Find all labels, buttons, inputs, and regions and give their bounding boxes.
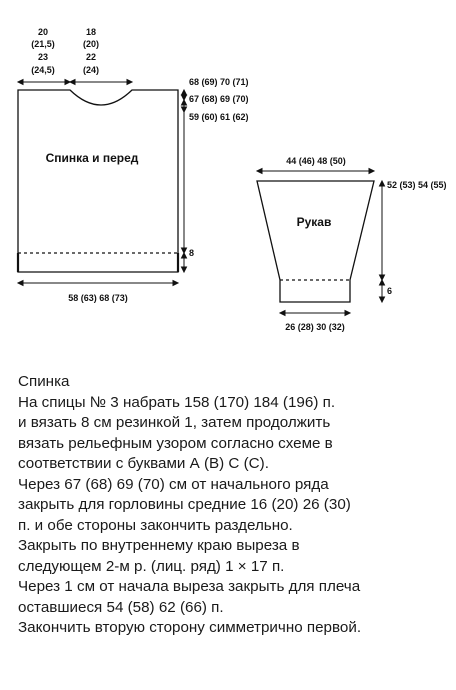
body-rib-height: 8 xyxy=(189,248,195,258)
body-neck-width-3: 22 xyxy=(85,52,97,62)
body-shoulder-width-3: 23 xyxy=(37,52,49,62)
body-bottom-width: 58 (63) 68 (73) xyxy=(68,293,128,303)
sleeve-bottom-width: 26 (28) 30 (32) xyxy=(285,322,345,332)
body-neck-width-1: 18 xyxy=(85,27,97,37)
instructions-line: На спицы № 3 набрать 158 (170) 184 (196) п. xyxy=(18,393,336,411)
instructions-line: и вязать 8 см резинкой 1, затем продолжить xyxy=(18,414,331,431)
body-neck-width-4: (24) xyxy=(82,65,100,75)
sleeve-top-marker xyxy=(257,169,374,174)
body-armhole-height: 59 (60) 61 (62) xyxy=(189,112,249,122)
instructions-line: оставшиеся 54 (58) 62 (66) п. xyxy=(18,598,224,616)
sleeve-piece-label: Рукав xyxy=(296,215,332,229)
instructions-line: следующем 2-м р. (лиц. ряд) 1 × 17 п. xyxy=(18,557,285,575)
body-piece xyxy=(18,90,178,272)
instructions-line: Закрыть по внутреннему краю выреза в xyxy=(18,537,300,554)
instructions-line: вязать рельефным узором согласно схеме в xyxy=(18,434,333,452)
sleeve-right-markers xyxy=(380,181,385,302)
body-outline xyxy=(18,90,178,272)
instructions-line: Через 67 (68) 69 (70) см от начального ряда xyxy=(18,475,329,493)
sleeve-total-height: 52 (53) 54 (55) xyxy=(387,180,447,190)
instructions-line: Закончить вторую сторону симметрично первой. xyxy=(18,619,362,636)
body-shoulder-width-1: 20 xyxy=(37,27,49,37)
instructions-line: п. и обе стороны закончить раздельно. xyxy=(18,516,293,534)
body-piece-label: Спинка и перед xyxy=(45,151,139,165)
sleeve-outline xyxy=(257,181,374,302)
instructions-line: закрыть для горловины средние 16 (20) 26 (30) xyxy=(18,496,351,513)
sleeve-bottom-marker xyxy=(280,311,350,316)
body-top-markers xyxy=(18,80,132,85)
instructions-heading: Спинка xyxy=(18,373,70,390)
sleeve-rib-height: 6 xyxy=(387,286,393,296)
body-right-markers xyxy=(182,90,187,272)
instructions-line: Через 1 см от начала выреза закрыть для плеча xyxy=(18,578,361,595)
body-neck-width-2: (20) xyxy=(82,39,100,49)
sleeve-piece xyxy=(257,181,374,302)
body-neck-height: 67 (68) 69 (70) xyxy=(189,94,249,104)
body-shoulder-width-4: (24,5) xyxy=(31,65,55,75)
body-bottom-marker xyxy=(18,281,178,286)
body-shoulder-width-2: (21,5) xyxy=(31,39,55,49)
instructions-text xyxy=(18,372,448,639)
body-total-height: 68 (69) 70 (71) xyxy=(189,77,249,87)
sleeve-top-width: 44 (46) 48 (50) xyxy=(286,156,346,166)
instructions-line: соответствии с буквами А (В) С (С). xyxy=(18,455,269,472)
